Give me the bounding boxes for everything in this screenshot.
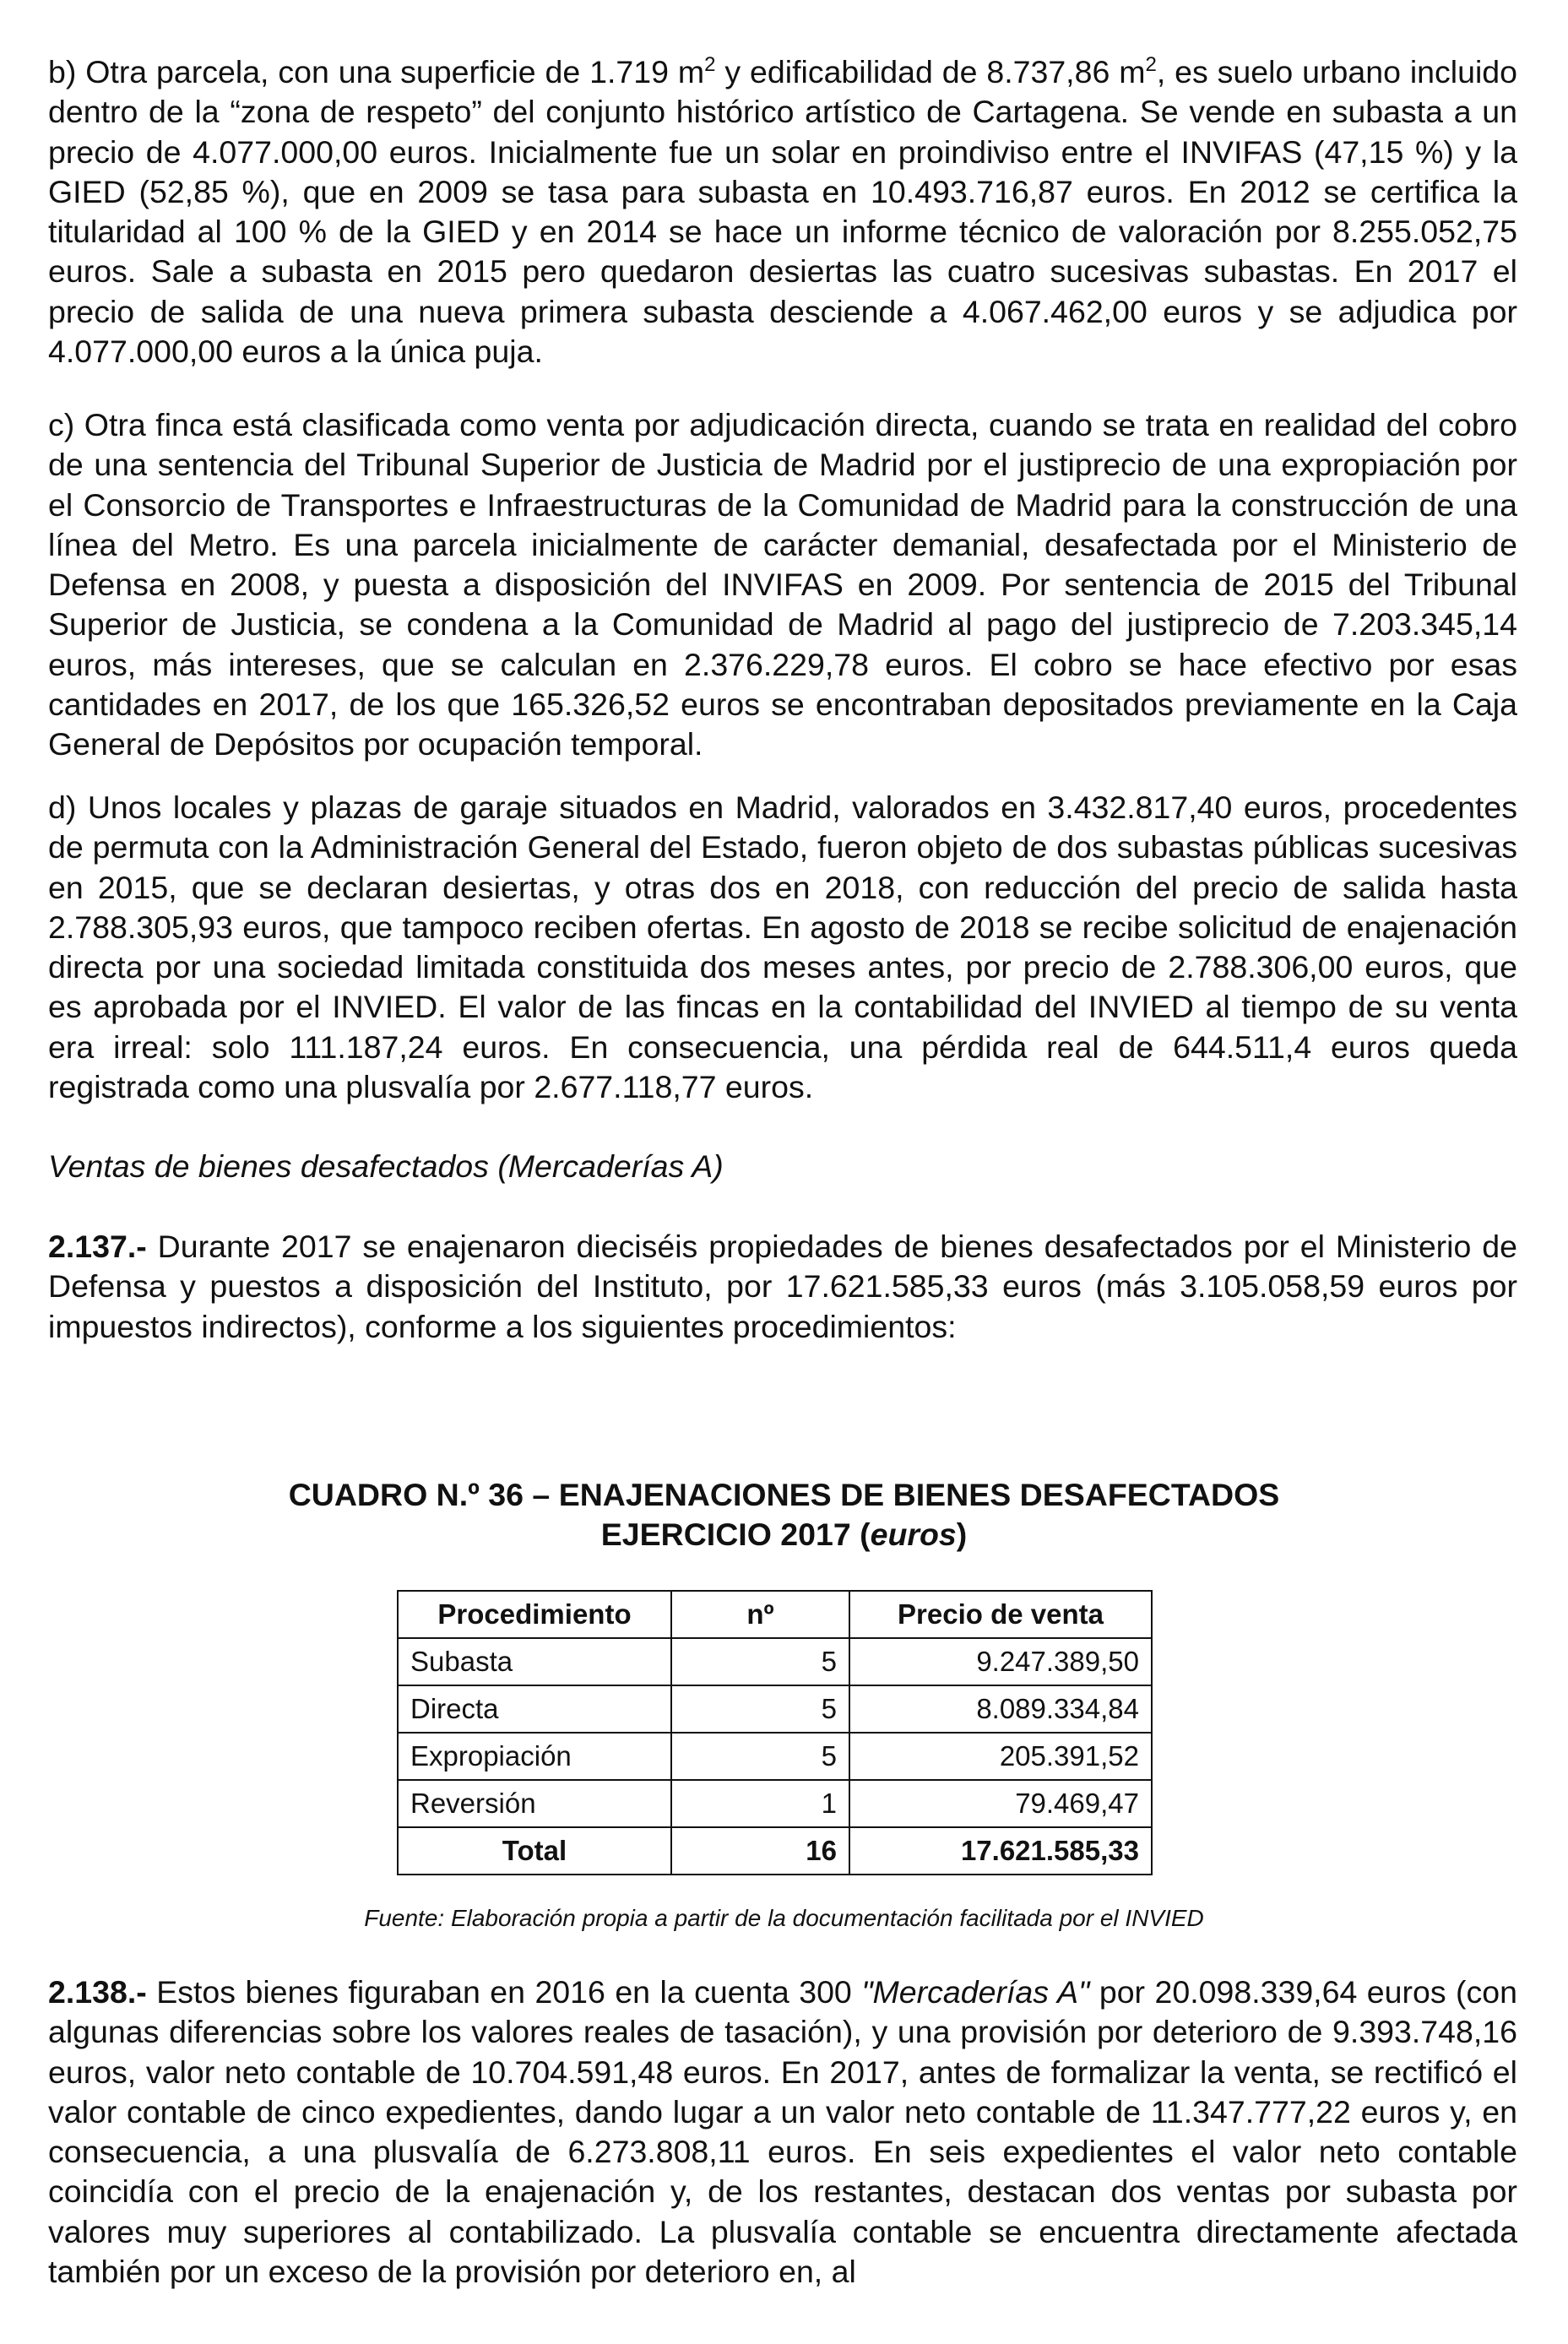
paragraph-2-138-text-1: Estos bienes figuraban en 2016 en la cuenta 300 [146,1974,862,2010]
superscript-squared: 2 [1145,53,1157,76]
paragraph-c: c) Otra finca está clasificada como venta por adjudicación directa, cuando se trata en realidad del cobro de una sentencia del Tribunal Superior de Justicia de Madrid por el justiprecio de una expropiación por el Consorcio de Transportes e Infraestructuras de la Comunidad de Madrid para la construcción de una línea del Metro. Es una parcela inicialmente de carácter demanial, desafectada por el Ministerio de Defensa en 2008, y puesta a disposición del INVIFAS en 2009. Por sentencia de 2015 del Tribunal Superior de Justicia, se condena a la Comunidad de Madrid al pago del justiprecio de 7.203.345,14 euros, más intereses, que se calculan en 2.376.229,78 euros. El cobro se hace efectivo por esas cantidades en 2017, de los que 165.326,52 euros se encontraban depositados previamente en la Caja General de Depósitos por ocupación temporal. [48,407,1517,762]
account-name: "Mercaderías A" [861,1974,1090,2010]
table-header-row [398,1591,1152,1638]
table-title-suffix: ) [956,1517,968,1552]
cell-total-precio: 17.621.585,33 [849,1827,1152,1875]
cell-precio: 9.247.389,50 [849,1638,1152,1685]
paragraph-b-text-3: , es suelo urbano incluido dentro de la “zona de respeto” del conjunto histórico artístico de Cartagena. Se vende en subasta a un precio de 4.077.000,00 euros. Inicialmente fue un solar en proindiviso entre el INVIFAS (47,15 %) y la GIED (52,85 %), que en 2009 se tasa para subasta en 10.493.716,87 euros. En 2012 se certifica la titularidad al 100 % de la GIED y en 2014 se hace un informe técnico de valoración por 8.255.052,75 euros. Sale a subasta en 2015 pero quedaron desiertas las cuatro sucesivas subastas. En 2017 el precio de salida de una nueva primera subasta desciende a 4.067.462,00 euros y se adjudica por 4.077.000,00 euros a la única puja. [48,54,1517,370]
paragraph-b [48,52,1517,372]
paragraph-2-138 [48,1972,1517,2292]
paragraph-number: 2.138.- [48,1974,147,2010]
paragraph-2-138-text-2: por 20.098.339,64 euros (con algunas diferencias sobre los valores reales de tasación), y una provisión por deterioro de 9.393.748,16 euros, valor neto contable de 10.704.591,48 euros. En 2017, antes de formalizar la venta, se rectificó el valor contable de cinco expedientes, dando lugar a un valor neto contable de 11.347.777,22 euros y, en consecuencia, a una plusvalía de 6.273.808,11 euros. En seis expedientes el valor neto contable coincidía con el precio de la enajenación y, de los restantes, destacan dos ventas por subasta por valores muy superiores al contabilizado. La plusvalía contable se encuentra directamente afectada también por un exceso de la provisión por deterioro en, al [48,1974,1517,2290]
table-row [398,1638,1152,1685]
table-row [398,1685,1152,1733]
table-total-row [398,1827,1152,1875]
cell-n: 5 [671,1638,849,1685]
paragraph-d: d) Unos locales y plazas de garaje situados en Madrid, valorados en 3.432.817,40 euros, procedentes de permuta con la Administración General del Estado, fueron objeto de dos subastas públicas sucesivas en 2015, que se declaran desiertas, y otras dos en 2018, con reducción del precio de salida hasta 2.788.305,93 euros, que tampoco reciben ofertas. En agosto de 2018 se recibe solicitud de enajenación directa por una sociedad limitada constituida dos meses antes, por precio de 2.788.306,00 euros, que es aprobada por el INVIED. El valor de las fincas en la contabilidad del INVIED al tiempo de su venta era irreal: solo 111.187,24 euros. En consecuencia, una pérdida real de 644.511,4 euros queda registrada como una plusvalía por 2.677.118,77 euros. [48,789,1517,1105]
section-heading: Ventas de bienes desafectados (Mercaderías A) [48,1148,724,1184]
column-header-precio: Precio de venta [849,1591,1152,1638]
table-title-line-1: CUADRO N.º 36 – ENAJENACIONES DE BIENES DESAFECTADOS [288,1477,1280,1512]
paragraph-number: 2.137.- [48,1229,147,1264]
cell-precio: 8.089.334,84 [849,1685,1152,1733]
table-title-line-2 [0,1515,1568,1555]
cell-total-label: Total [398,1827,671,1875]
cell-n: 1 [671,1780,849,1827]
cell-procedimiento: Subasta [398,1638,671,1685]
cell-n: 5 [671,1685,849,1733]
paragraph-2-137-text: Durante 2017 se enajenaron dieciséis propiedades de bienes desafectados por el Ministerio de Defensa y puestos a disposición del Instituto, por 17.621.585,33 euros (más 3.105.058,59 euros por impuestos indirectos), conforme a los siguientes procedimientos: [48,1229,1517,1344]
cell-precio: 205.391,52 [849,1733,1152,1780]
table-row [398,1780,1152,1827]
table-title-unit: euros [870,1517,957,1552]
cell-total-n: 16 [671,1827,849,1875]
cell-procedimiento: Reversión [398,1780,671,1827]
column-header-procedimiento: Procedimiento [398,1591,671,1638]
cell-procedimiento: Directa [398,1685,671,1733]
cell-precio: 79.469,47 [849,1780,1152,1827]
cell-n: 5 [671,1733,849,1780]
superscript-squared: 2 [704,53,716,76]
column-header-n: nº [671,1591,849,1638]
table-row [398,1733,1152,1780]
sales-table [397,1590,1153,1875]
paragraph-b-text-2: y edificabilidad de 8.737,86 m [715,54,1146,90]
cell-procedimiento: Expropiación [398,1733,671,1780]
paragraph-b-text-1: b) Otra parcela, con una superficie de 1.719 m [48,54,705,90]
paragraph-2-137 [48,1227,1517,1347]
table-title-prefix: EJERCICIO 2017 ( [600,1517,871,1552]
table-source-note: Fuente: Elaboración propia a partir de la documentación facilitada por el INVIED [364,1905,1204,1931]
